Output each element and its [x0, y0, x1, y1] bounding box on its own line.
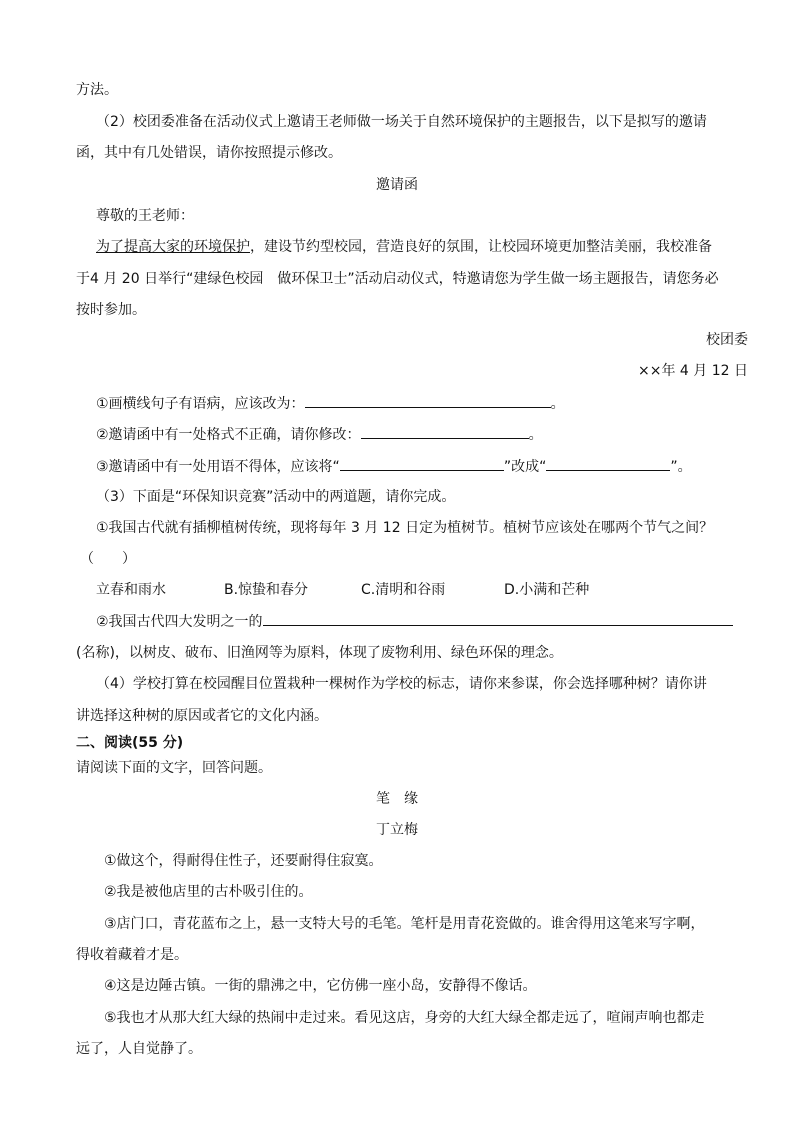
- q3-item2-line2: (名称)，以树皮、破布、旧渔网等为原料，体现了废物利用、绿色环保的理念。: [76, 645, 563, 661]
- letter-body-line3: 按时参加。: [76, 302, 146, 318]
- q2-sub2: [96, 424, 543, 445]
- q3-item2-line1: [96, 611, 733, 632]
- answer-blank-4[interactable]: [263, 611, 733, 626]
- q4-line1: （4）学校打算在校园醒目位置栽种一棵树作为学校的标志，请你来参谋，你会选择哪种树？请你讲: [96, 676, 707, 692]
- passage-author: 丁立梅: [376, 822, 418, 838]
- letter-salutation: 尊敬的王老师：: [96, 208, 194, 224]
- q2-sub3-prompt: ③邀请函中有一处用语不得体，应该将“: [96, 459, 340, 475]
- answer-blank-2[interactable]: [361, 424, 529, 439]
- q3-item1-line1: ①我国古代就有插柳植树传统，现将每年 3 月 12 日定为植树节。植树节应该处在哪两个节气之间？: [96, 520, 714, 536]
- q2-intro-line1: （2）校团委准备在活动仪式上邀请王老师做一场关于自然环境保护的主题报告，以下是拟写的邀请: [96, 114, 707, 130]
- choice-c[interactable]: C.清明和谷雨: [361, 582, 446, 598]
- paragraph-5-line2: 远了，人自觉静了。: [76, 1041, 202, 1057]
- q2-sub3-mid: ”改成“: [503, 459, 547, 475]
- paragraph-2: ②我是被他店里的古朴吸引住的。: [104, 884, 313, 900]
- paragraph-1: ①做这个，得耐得住性子，还要耐得住寂寞。: [104, 853, 383, 869]
- q3-intro: （3）下面是“环保知识竞赛”活动中的两道题，请你完成。: [96, 489, 456, 505]
- paragraph-5-line1: ⑤我也才从那大红大绿的热闹中走过来。看见这店，身旁的大红大绿全都走远了，喧闹声响也都走: [104, 1010, 705, 1026]
- letter-signature: 校团委: [706, 332, 748, 348]
- q2-sub3: [96, 456, 692, 477]
- passage-title: 笔 缘: [376, 791, 418, 807]
- letter-title: 邀请函: [376, 177, 418, 193]
- underlined-sentence: 为了提高大家的环境保护: [96, 239, 250, 255]
- q2-sub2-end: 。: [528, 427, 543, 443]
- choice-b[interactable]: B.惊蛰和春分: [224, 582, 309, 598]
- q2-sub3-end: ”。: [670, 459, 692, 475]
- q3-item2-prompt: ②我国古代四大发明之一的: [96, 614, 263, 630]
- letter-date: ××年 4 月 12 日: [638, 363, 748, 379]
- choice-a[interactable]: 立春和雨水: [96, 582, 166, 598]
- q2-sub1-prompt: ①画横线句子有语病，应该改为：: [96, 396, 305, 412]
- answer-blank-3a[interactable]: [340, 456, 504, 471]
- q2-intro-line2: 函，其中有几处错误，请你按照提示修改。: [76, 145, 342, 161]
- section2-instruction: 请阅读下面的文字，回答问题。: [76, 760, 272, 776]
- letter-body-line1-rest: ，建设节约型校园，营造良好的氛围，让校园环境更加整洁美丽，我校准备: [250, 239, 712, 255]
- q2-sub2-prompt: ②邀请函中有一处格式不正确，请你修改：: [96, 427, 361, 443]
- letter-body-line1: [96, 237, 712, 257]
- q2-sub1-end: 。: [550, 396, 565, 412]
- paragraph-3-line2: 得收着藏着才是。: [76, 947, 188, 963]
- letter-body-line2: 于4 月 20 日举行“建绿色校园 做环保卫士”活动启动仪式，特邀请您为学生做一场主题报告，请您务必: [76, 271, 719, 287]
- q3-item1-paren[interactable]: （ ）: [80, 551, 136, 567]
- answer-blank-3b[interactable]: [546, 456, 670, 471]
- q4-line2: 讲选择这种树的原因或者它的文化内涵。: [76, 708, 328, 724]
- q2-sub1: [96, 393, 565, 414]
- choice-d[interactable]: D.小满和芒种: [504, 582, 590, 598]
- answer-blank-1[interactable]: [305, 393, 551, 408]
- part1-tail: 方法。: [76, 82, 118, 98]
- paragraph-3-line1: ③店门口，青花蓝布之上，悬一支特大号的毛笔。笔杆是用青花瓷做的。谁舍得用这笔来写字啊，: [104, 916, 705, 932]
- section2-heading: 二、阅读(55 分): [76, 735, 184, 751]
- paragraph-4: ④这是边陲古镇。一街的鼎沸之中，它仿佛一座小岛，安静得不像话。: [104, 978, 537, 994]
